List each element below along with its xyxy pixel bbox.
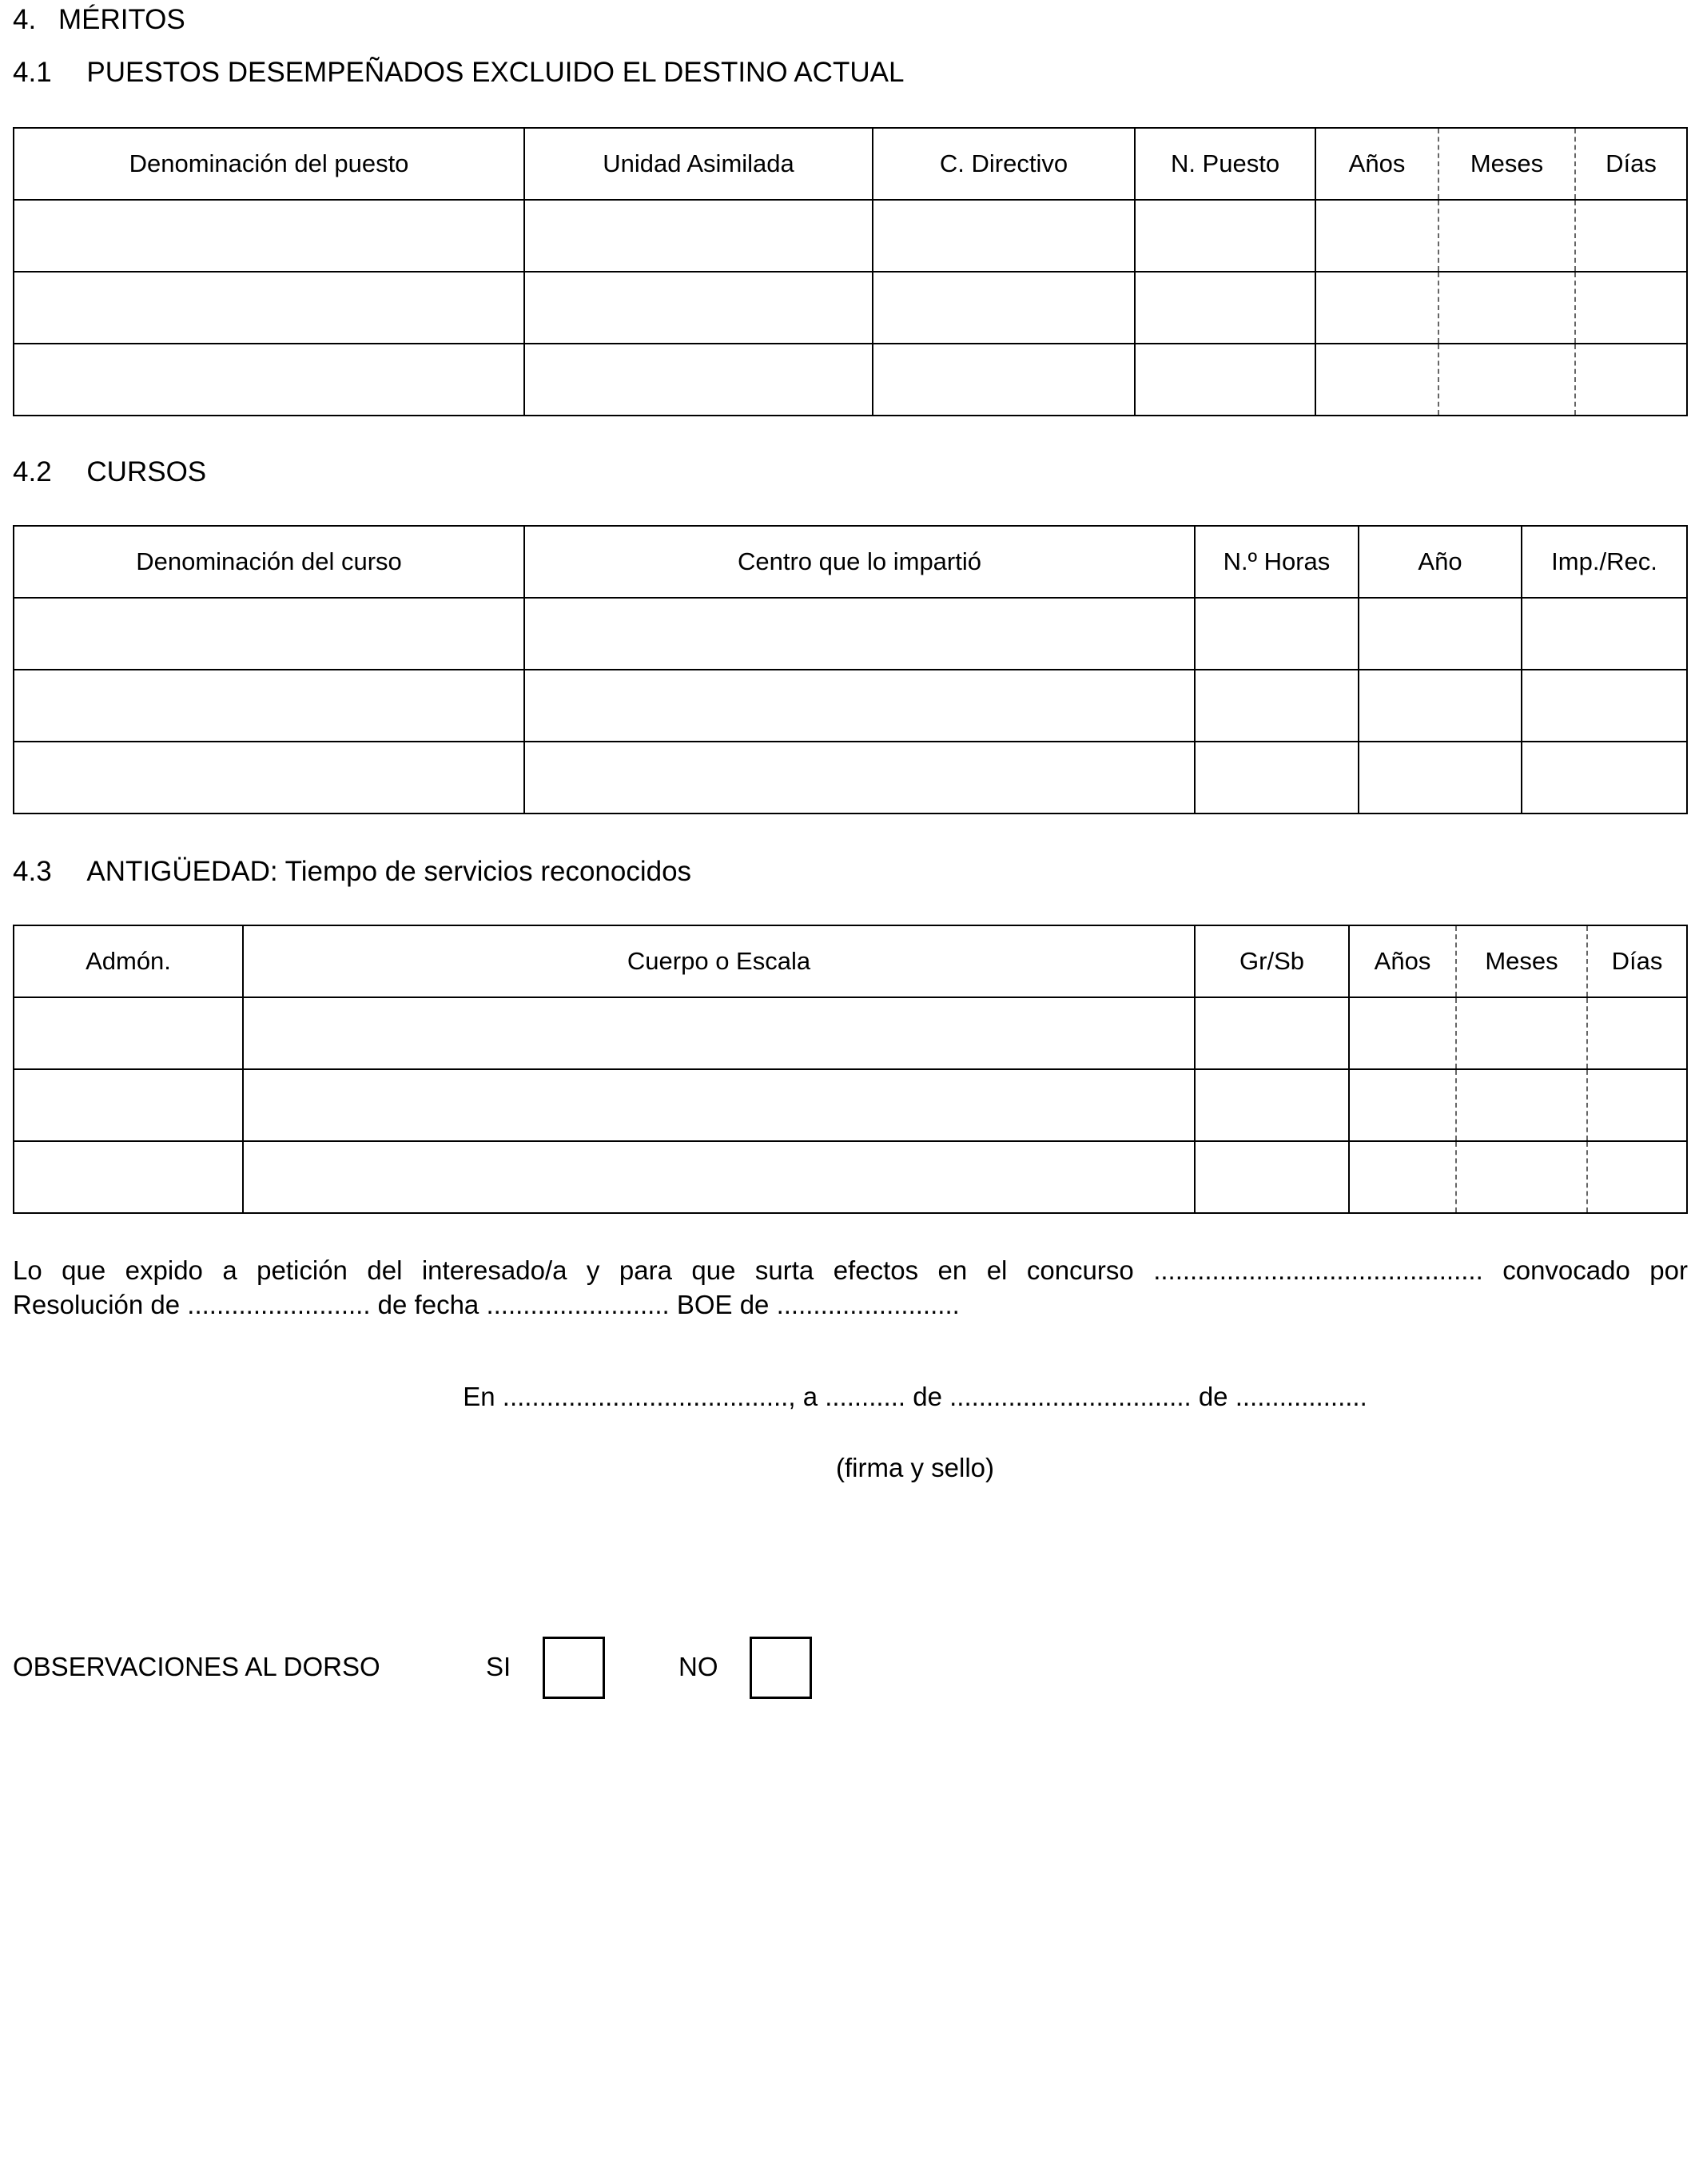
- no-label: NO: [678, 1652, 718, 1681]
- cell[interactable]: [14, 272, 524, 344]
- cell[interactable]: [1135, 200, 1315, 272]
- no-checkbox[interactable]: [750, 1637, 812, 1699]
- section-number: 4.: [13, 4, 37, 35]
- cell[interactable]: [1315, 344, 1438, 416]
- cell[interactable]: [1456, 997, 1587, 1069]
- table-row: [14, 742, 1687, 814]
- col-header: Cuerpo o Escala: [243, 925, 1195, 997]
- col-header: Días: [1587, 925, 1687, 997]
- cell[interactable]: [873, 272, 1135, 344]
- cell[interactable]: [14, 997, 243, 1069]
- puestos-heading: [13, 57, 904, 89]
- col-header: Admón.: [14, 925, 243, 997]
- cell[interactable]: [14, 200, 524, 272]
- cell[interactable]: [1575, 272, 1687, 344]
- puestos-table: [13, 127, 1688, 416]
- cell[interactable]: [1135, 272, 1315, 344]
- si-checkbox[interactable]: [543, 1637, 605, 1699]
- col-header: Meses: [1456, 925, 1587, 997]
- cell[interactable]: [1359, 598, 1522, 670]
- col-header: Centro que lo impartió: [524, 526, 1195, 598]
- cell[interactable]: [14, 1141, 243, 1213]
- cursos-title: CURSOS: [86, 456, 207, 487]
- col-header: Días: [1575, 128, 1687, 200]
- cell[interactable]: [1195, 997, 1349, 1069]
- puestos-number: 4.1: [13, 57, 52, 88]
- cell[interactable]: [1522, 670, 1687, 742]
- cell[interactable]: [1575, 344, 1687, 416]
- section-title: MÉRITOS: [58, 4, 185, 35]
- cell[interactable]: [1359, 742, 1522, 814]
- table-row: [14, 200, 1687, 272]
- antiguedad-table: [13, 925, 1688, 1214]
- cursos-number: 4.2: [13, 456, 52, 487]
- cell[interactable]: [1195, 670, 1359, 742]
- table-row: [14, 1069, 1687, 1141]
- table-row: [14, 670, 1687, 742]
- col-header: N.º Horas: [1195, 526, 1359, 598]
- table-row: [14, 1141, 1687, 1213]
- table-row: [14, 598, 1687, 670]
- cell[interactable]: [1349, 1069, 1456, 1141]
- observaciones-label: OBSERVACIONES AL DORSO: [13, 1652, 380, 1681]
- cell[interactable]: [1438, 272, 1575, 344]
- cell[interactable]: [1587, 997, 1687, 1069]
- cell[interactable]: [1522, 742, 1687, 814]
- cell[interactable]: [524, 272, 873, 344]
- antiguedad-title: ANTIGÜEDAD: Tiempo de servicios reconocidos: [86, 856, 692, 887]
- col-header: Denominación del curso: [14, 526, 524, 598]
- puestos-title: PUESTOS DESEMPEÑADOS EXCLUIDO EL DESTINO ACTUAL: [86, 57, 905, 88]
- table-row: [14, 997, 1687, 1069]
- cell[interactable]: [524, 200, 873, 272]
- col-header: N. Puesto: [1135, 128, 1315, 200]
- section-heading: [13, 4, 185, 36]
- cursos-table: [13, 525, 1688, 814]
- col-header: Años: [1349, 925, 1456, 997]
- col-header: C. Directivo: [873, 128, 1135, 200]
- cell[interactable]: [873, 200, 1135, 272]
- place-date-line: En ......................................., a ........... de ................................. de ..................: [463, 1382, 1367, 1411]
- cell[interactable]: [1349, 1141, 1456, 1213]
- certification-line-2: Resolución de ......................... de fecha ......................... BOE de .........................: [13, 1290, 960, 1319]
- cell[interactable]: [1587, 1069, 1687, 1141]
- cell[interactable]: [1315, 200, 1438, 272]
- col-header: Denominación del puesto: [14, 128, 524, 200]
- cell[interactable]: [1522, 598, 1687, 670]
- cell[interactable]: [1195, 1069, 1349, 1141]
- col-header: Años: [1315, 128, 1438, 200]
- cell[interactable]: [1587, 1141, 1687, 1213]
- cell[interactable]: [243, 997, 1195, 1069]
- cell[interactable]: [14, 742, 524, 814]
- signature-label: (firma y sello): [835, 1453, 995, 1482]
- certification-line-1: Lo que expido a petición del interesado/a y para que surta efectos en el concurso ............................................. convocado por: [13, 1255, 1688, 1285]
- antiguedad-heading: [13, 856, 691, 888]
- cell[interactable]: [1456, 1069, 1587, 1141]
- cell[interactable]: [1135, 344, 1315, 416]
- cell[interactable]: [14, 598, 524, 670]
- cell[interactable]: [243, 1141, 1195, 1213]
- table-row: [14, 272, 1687, 344]
- cell[interactable]: [524, 598, 1195, 670]
- col-header: Gr/Sb: [1195, 925, 1349, 997]
- cell[interactable]: [1359, 670, 1522, 742]
- col-header: Imp./Rec.: [1522, 526, 1687, 598]
- cell[interactable]: [1438, 200, 1575, 272]
- table-row: [14, 344, 1687, 416]
- antiguedad-number: 4.3: [13, 856, 52, 887]
- cell[interactable]: [1575, 200, 1687, 272]
- table-header-row: [14, 128, 1687, 200]
- table-header-row: [14, 925, 1687, 997]
- cell[interactable]: [524, 670, 1195, 742]
- table-header-row: [14, 526, 1687, 598]
- cell[interactable]: [524, 742, 1195, 814]
- cell[interactable]: [243, 1069, 1195, 1141]
- col-header: Unidad Asimilada: [524, 128, 873, 200]
- cell[interactable]: [1438, 344, 1575, 416]
- cell[interactable]: [14, 1069, 243, 1141]
- cell[interactable]: [14, 670, 524, 742]
- cursos-heading: [13, 456, 206, 488]
- cell[interactable]: [14, 344, 524, 416]
- cell[interactable]: [1195, 1141, 1349, 1213]
- cell[interactable]: [524, 344, 873, 416]
- cell[interactable]: [1349, 997, 1456, 1069]
- cell[interactable]: [1456, 1141, 1587, 1213]
- cell[interactable]: [873, 344, 1135, 416]
- cell[interactable]: [1315, 272, 1438, 344]
- col-header: Año: [1359, 526, 1522, 598]
- col-header: Meses: [1438, 128, 1575, 200]
- si-label: SI: [486, 1652, 511, 1681]
- cell[interactable]: [1195, 598, 1359, 670]
- cell[interactable]: [1195, 742, 1359, 814]
